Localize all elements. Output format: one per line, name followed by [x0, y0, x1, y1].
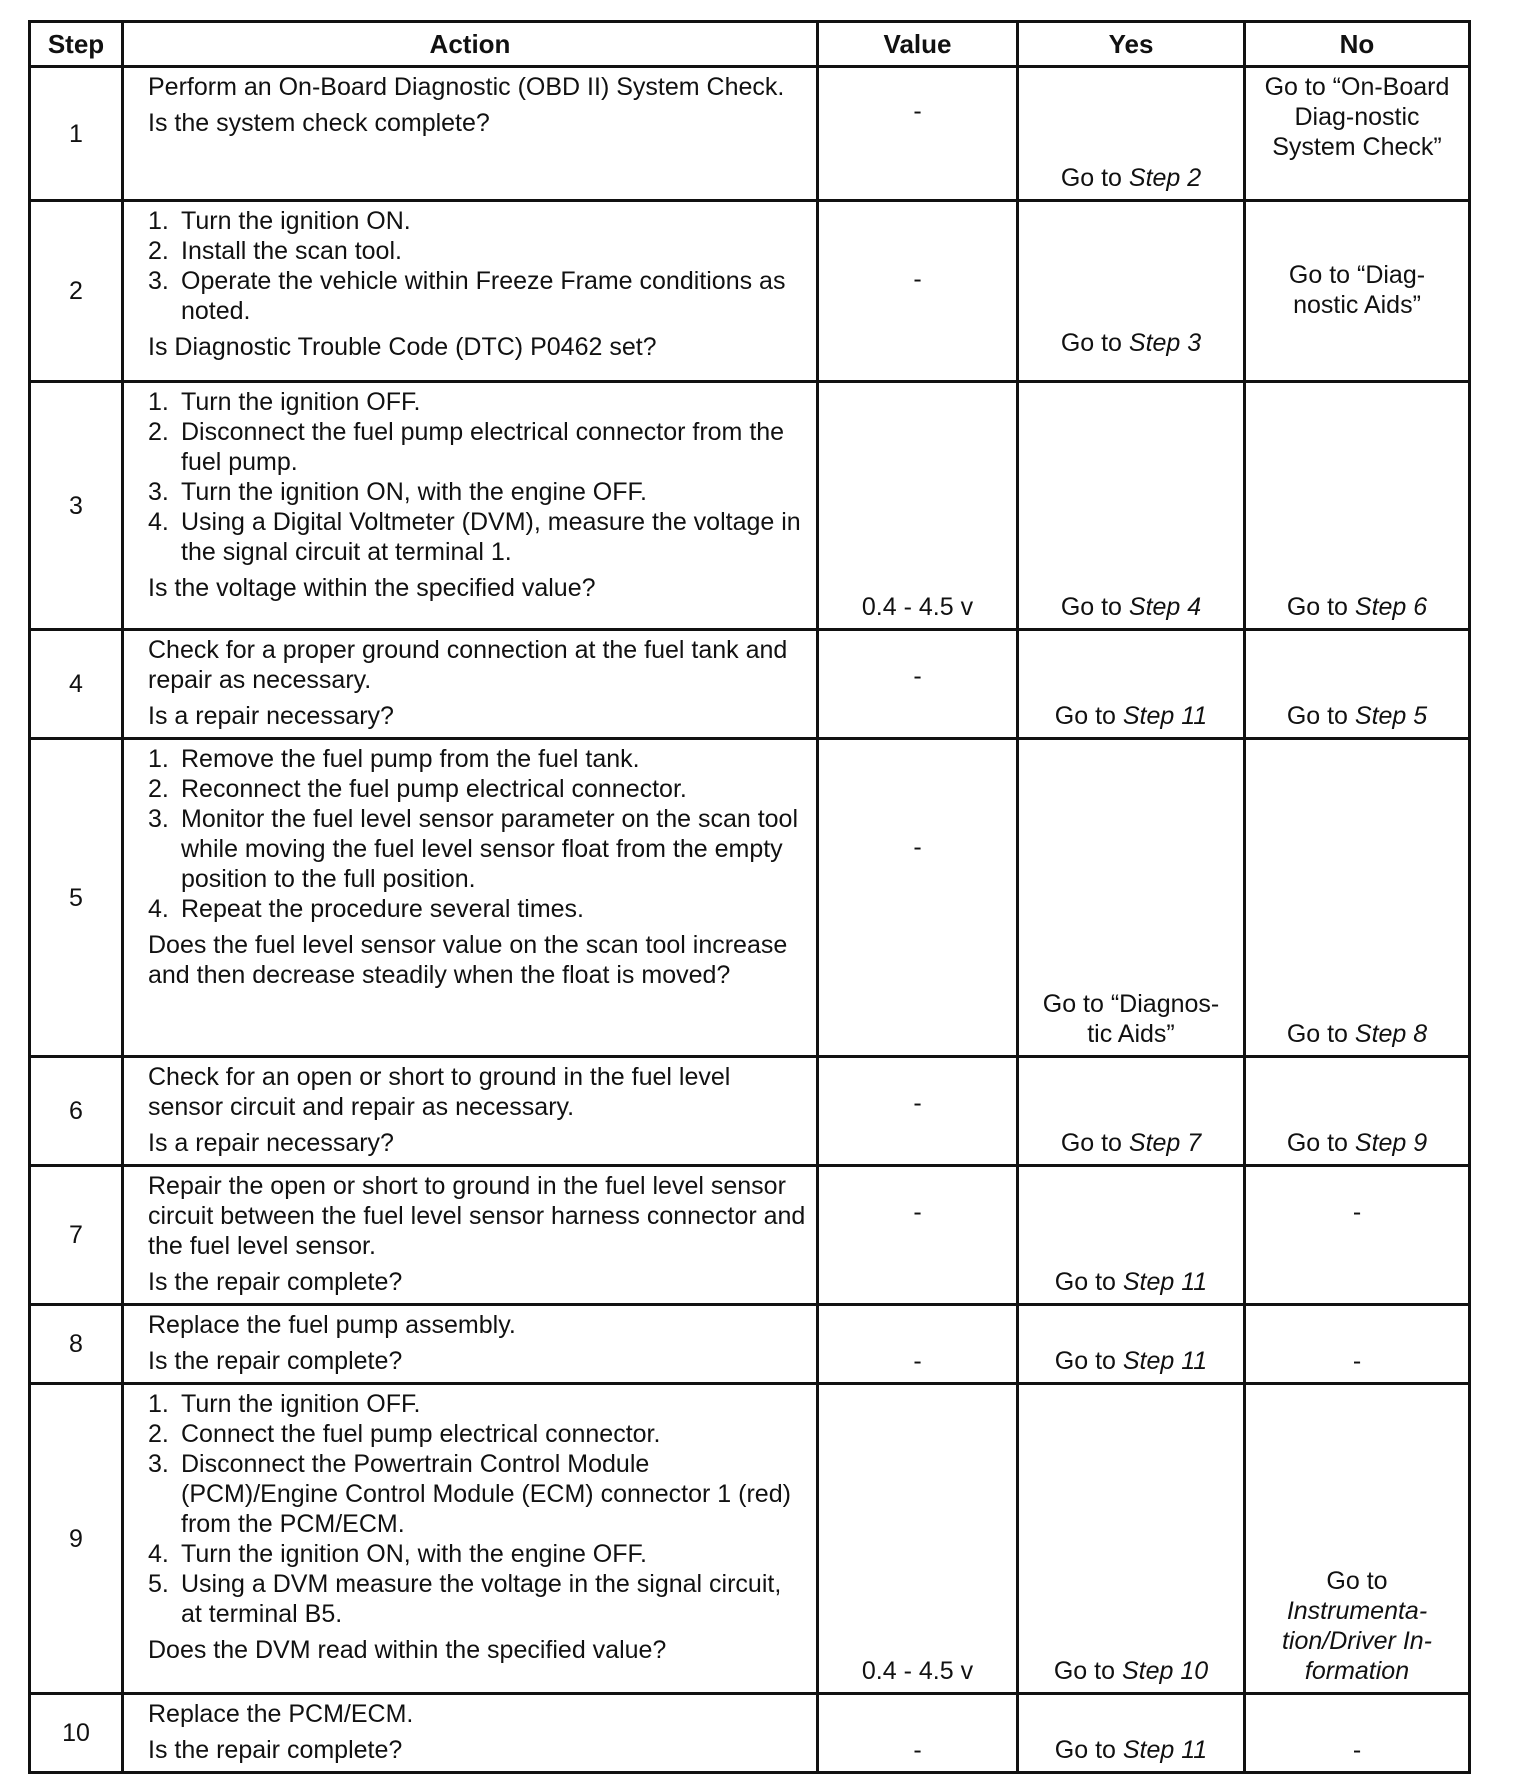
table-row: [30, 1057, 1470, 1166]
table-row: [30, 1166, 1470, 1305]
item-text: Turn the ignition ON, with the engine OFF.: [181, 478, 647, 506]
yes-prefix: Go to: [1054, 702, 1123, 730]
action-text: Replace the PCM/ECM.: [148, 1700, 414, 1728]
step-number: 1: [30, 67, 123, 201]
yes-cell: [1018, 201, 1245, 382]
action-question: Is the repair complete?: [148, 1347, 403, 1375]
yes-cell: [1018, 1166, 1245, 1305]
yes-prefix: Go to: [1053, 1657, 1122, 1685]
no-prefix: Go to: [1326, 1567, 1388, 1595]
item-text: Monitor the fuel level sensor parameter on the scan tool while moving the fuel level sensor float from the empty position to the full position.: [181, 805, 799, 893]
action-item: [148, 236, 808, 266]
header-no: No: [1245, 22, 1470, 67]
table-row: [30, 201, 1470, 382]
step-number: 10: [30, 1694, 123, 1773]
yes-cell: [1018, 630, 1245, 739]
no-cell: -: [1245, 1694, 1470, 1773]
value-cell: 0.4 - 4.5 v: [818, 1384, 1018, 1694]
header-step: Step: [30, 22, 123, 67]
table-row: [30, 630, 1470, 739]
action-item: [148, 1389, 808, 1419]
table-row: [30, 1694, 1470, 1773]
yes-step-link: Step 11: [1122, 1347, 1208, 1375]
yes-step-link: Step 7: [1128, 1129, 1202, 1157]
action-item: [148, 804, 808, 894]
no-prefix: Go to: [1286, 1129, 1355, 1157]
action-item: [148, 894, 808, 924]
item-text: Using a Digital Voltmeter (DVM), measure the voltage in the signal circuit at terminal 1.: [181, 508, 801, 566]
item-text: Turn the ignition OFF.: [181, 1390, 421, 1418]
table-row: [30, 739, 1470, 1057]
table-row: [30, 1384, 1470, 1694]
action-item: [148, 774, 808, 804]
yes-step-link: Step 4: [1128, 593, 1202, 621]
step-number: 7: [30, 1166, 123, 1305]
action-question: Is the repair complete?: [148, 1268, 403, 1296]
step-number: 9: [30, 1384, 123, 1694]
yes-prefix: Go to: [1060, 164, 1129, 192]
value-cell: -: [818, 739, 1018, 1057]
value-cell: -: [818, 67, 1018, 201]
no-step-link: Step 9: [1354, 1129, 1428, 1157]
yes-cell: Go to “Diagnos-tic Aids”: [1018, 739, 1245, 1057]
action-item: [148, 266, 808, 326]
diagnostic-table: [28, 20, 1471, 1774]
step-number: 6: [30, 1057, 123, 1166]
item-text: Disconnect the fuel pump electrical connector from the fuel pump.: [181, 418, 785, 476]
action-text: Check for an open or short to ground in the fuel level sensor circuit and repair as necessary.: [148, 1063, 731, 1121]
step-number: 8: [30, 1305, 123, 1384]
yes-prefix: Go to: [1060, 329, 1129, 357]
yes-step-link: Step 11: [1122, 1736, 1208, 1764]
no-prefix: Go to: [1286, 1020, 1355, 1048]
value-cell: -: [818, 1694, 1018, 1773]
action-item: [148, 744, 808, 774]
action-cell: [123, 1384, 818, 1694]
item-number: 1.: [148, 207, 169, 235]
no-step-link: Instrumenta-tion/Driver In-formation: [1281, 1597, 1433, 1685]
item-number: 2.: [148, 775, 169, 803]
no-prefix: Go to: [1286, 593, 1355, 621]
item-text: Repeat the procedure several times.: [181, 895, 584, 923]
step-number: 2: [30, 201, 123, 382]
yes-step-link: Step 3: [1128, 329, 1202, 357]
action-question: Is the repair complete?: [148, 1736, 403, 1764]
no-cell: Go to “Diag-nostic Aids”: [1245, 201, 1470, 382]
yes-cell: [1018, 382, 1245, 630]
value-cell: -: [818, 1057, 1018, 1166]
action-item: [148, 1419, 808, 1449]
action-cell: [123, 382, 818, 630]
yes-prefix: Go to: [1054, 1347, 1123, 1375]
yes-step-link: Step 11: [1122, 702, 1208, 730]
action-question: Is the voltage within the specified value?: [148, 574, 596, 602]
action-item: [148, 206, 808, 236]
action-cell: [123, 1057, 818, 1166]
header-row: [30, 22, 1470, 67]
action-question: Does the fuel level sensor value on the scan tool increase and then decrease steadily when the float is moved?: [148, 931, 788, 989]
item-text: Remove the fuel pump from the fuel tank.: [181, 745, 640, 773]
action-text: Perform an On-Board Diagnostic (OBD II) System Check.: [148, 73, 785, 101]
item-text: Disconnect the Powertrain Control Module (PCM)/Engine Control Module (ECM) connector 1 (red) from the PCM/ECM.: [181, 1450, 791, 1538]
yes-cell: [1018, 1305, 1245, 1384]
item-text: Using a DVM measure the voltage in the signal circuit, at terminal B5.: [181, 1570, 782, 1628]
action-cell: [123, 1694, 818, 1773]
item-text: Install the scan tool.: [181, 237, 402, 265]
step-number: 5: [30, 739, 123, 1057]
action-question: Is the system check complete?: [148, 109, 490, 137]
item-number: 3.: [148, 478, 169, 506]
table-row: [30, 1305, 1470, 1384]
action-cell: [123, 739, 818, 1057]
action-cell: [123, 67, 818, 201]
yes-step-link: Step 11: [1122, 1268, 1208, 1296]
yes-prefix: Go to: [1054, 1736, 1123, 1764]
value-cell: -: [818, 1166, 1018, 1305]
yes-step-link: Step 10: [1121, 1657, 1209, 1685]
item-number: 4.: [148, 895, 169, 923]
item-number: 4.: [148, 1540, 169, 1568]
no-cell: -: [1245, 1166, 1470, 1305]
header-action: Action: [123, 22, 818, 67]
yes-prefix: Go to: [1060, 593, 1129, 621]
item-number: 2.: [148, 418, 169, 446]
item-text: Turn the ignition ON.: [181, 207, 411, 235]
action-item: [148, 417, 808, 477]
yes-step-link: Step 2: [1128, 164, 1202, 192]
item-number: 5.: [148, 1570, 169, 1598]
action-item: [148, 507, 808, 567]
item-text: Connect the fuel pump electrical connector.: [181, 1420, 661, 1448]
item-text: Reconnect the fuel pump electrical connector.: [181, 775, 687, 803]
action-text: Replace the fuel pump assembly.: [148, 1311, 516, 1339]
value-cell: -: [818, 201, 1018, 382]
item-number: 1.: [148, 388, 169, 416]
action-item: [148, 477, 808, 507]
table-row: [30, 67, 1470, 201]
action-cell: [123, 1305, 818, 1384]
action-question: Is Diagnostic Trouble Code (DTC) P0462 set?: [148, 333, 657, 361]
no-cell: -: [1245, 1305, 1470, 1384]
action-question: Does the DVM read within the specified value?: [148, 1636, 667, 1664]
no-cell: [1245, 1057, 1470, 1166]
action-cell: [123, 630, 818, 739]
no-cell: [1245, 382, 1470, 630]
value-cell: -: [818, 1305, 1018, 1384]
item-number: 3.: [148, 267, 169, 295]
yes-prefix: Go to: [1054, 1268, 1123, 1296]
item-text: Turn the ignition OFF.: [181, 388, 421, 416]
action-item: [148, 387, 808, 417]
table-row: [30, 382, 1470, 630]
action-cell: [123, 1166, 818, 1305]
no-prefix: Go to: [1286, 702, 1355, 730]
yes-cell: [1018, 1057, 1245, 1166]
no-step-link: Step 5: [1354, 702, 1428, 730]
action-question: Is a repair necessary?: [148, 1129, 394, 1157]
step-number: 4: [30, 630, 123, 739]
item-number: 1.: [148, 745, 169, 773]
item-text: Operate the vehicle within Freeze Frame conditions as noted.: [181, 267, 786, 325]
no-cell: [1245, 1384, 1470, 1694]
no-cell: [1245, 739, 1470, 1057]
item-number: 3.: [148, 805, 169, 833]
yes-prefix: Go to: [1060, 1129, 1129, 1157]
yes-cell: [1018, 1694, 1245, 1773]
item-text: Turn the ignition ON, with the engine OFF.: [181, 1540, 647, 1568]
step-number: 3: [30, 382, 123, 630]
value-cell: 0.4 - 4.5 v: [818, 382, 1018, 630]
item-number: 1.: [148, 1390, 169, 1418]
no-cell: [1245, 630, 1470, 739]
item-number: 2.: [148, 237, 169, 265]
item-number: 2.: [148, 1420, 169, 1448]
header-yes: Yes: [1018, 22, 1245, 67]
item-number: 3.: [148, 1450, 169, 1478]
value-cell: -: [818, 630, 1018, 739]
no-step-link: Step 6: [1354, 593, 1428, 621]
action-text: Check for a proper ground connection at the fuel tank and repair as necessary.: [148, 636, 788, 694]
yes-cell: [1018, 67, 1245, 201]
action-question: Is a repair necessary?: [148, 702, 394, 730]
action-item: [148, 1569, 808, 1629]
no-step-link: Step 8: [1354, 1020, 1428, 1048]
no-cell: Go to “On-Board Diag-nostic System Check”: [1245, 67, 1470, 201]
yes-cell: [1018, 1384, 1245, 1694]
action-item: [148, 1539, 808, 1569]
action-text: Repair the open or short to ground in the fuel level sensor circuit between the fuel level sensor harness connector and the fuel level sensor.: [148, 1172, 806, 1260]
item-number: 4.: [148, 508, 169, 536]
action-cell: [123, 201, 818, 382]
header-value: Value: [818, 22, 1018, 67]
action-item: [148, 1449, 808, 1539]
